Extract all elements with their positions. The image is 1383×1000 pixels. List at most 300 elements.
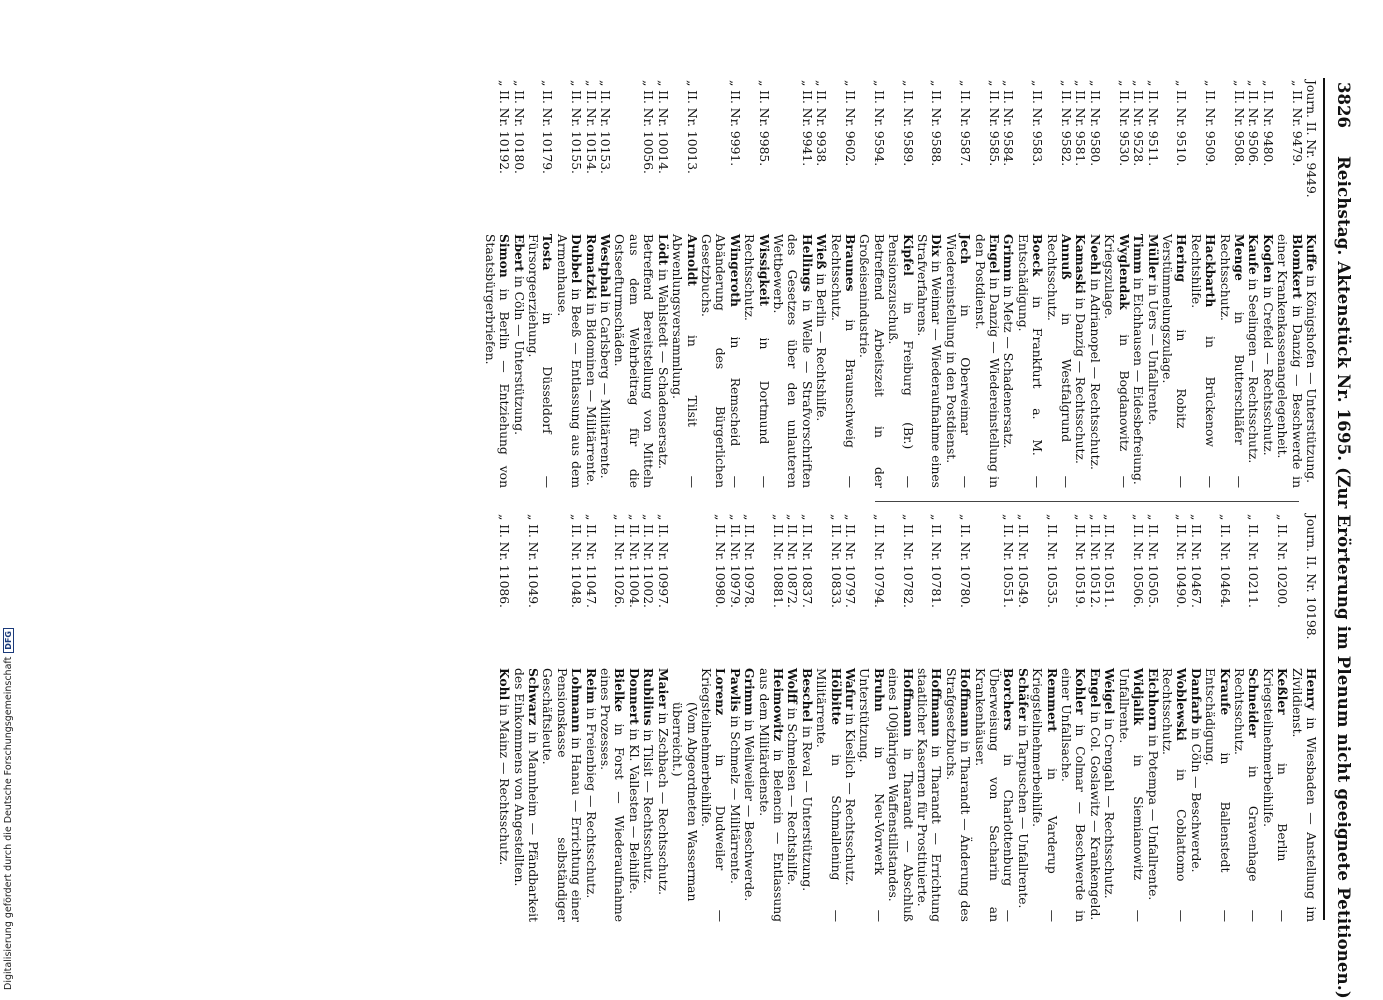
petition-entry xyxy=(886,80,915,488)
petition-description xyxy=(915,234,944,488)
petition-description xyxy=(814,668,843,922)
petitioner-name: Kamaski xyxy=(1073,234,1089,294)
journal-number: „ II. Nr. 9580. xyxy=(1087,80,1102,167)
journal-number: „ II. Nr. 9991. xyxy=(727,80,742,167)
petition-subject: in Tilsit — Abwenlungsversammlung. xyxy=(670,234,699,488)
petitioner-name: Annuß xyxy=(1059,234,1075,280)
petitioner-name: Simon xyxy=(497,234,513,278)
petition-entry xyxy=(828,80,857,488)
journal-number: „ II. Nr. 10464. xyxy=(1217,514,1232,608)
journal-number: „ II. Nr. 9511. xyxy=(1145,80,1160,167)
journal-number: „ II. Nr. 9480. xyxy=(1260,80,1275,167)
petition-entry xyxy=(857,514,886,922)
journal-number: „ II. Nr. 9581. xyxy=(1073,80,1088,167)
petition-subject: in Bidominen — Militärrente. xyxy=(583,299,598,486)
petition-subject: in Potempa — Unfallrente. xyxy=(1145,731,1160,901)
petition-entry xyxy=(655,80,669,488)
journal-number: „ II. Nr. 9589. xyxy=(900,80,915,167)
petition-description xyxy=(1145,234,1159,488)
petition-description xyxy=(1260,234,1274,488)
petition-entry xyxy=(1160,80,1189,488)
petition-subject: in Neu-Vorwerk — Unterstützung. xyxy=(857,668,886,922)
journal-number: „ II. Nr. 10180. xyxy=(511,80,526,174)
petitioner-name: Lödt xyxy=(655,234,671,266)
petition-subject: in Danzig — Wiedereinstellung in den Postdienst. xyxy=(972,234,1002,488)
journal-number: „ II. Nr. 10978. xyxy=(742,514,757,608)
petition-description xyxy=(641,668,655,922)
petition-entry xyxy=(1001,80,1015,488)
petition-subject: in Berlin — Entziehung von Staatsbürgerbriefen. xyxy=(482,234,512,488)
petition-description xyxy=(627,668,641,922)
petition-entry xyxy=(1289,514,1318,922)
petitioner-name: Timm xyxy=(1131,234,1147,274)
petition-entry xyxy=(699,514,728,922)
petition-description xyxy=(598,234,612,488)
journal-number: „ II. Nr. 9585. xyxy=(987,80,1002,167)
petition-subject: in Frankfurt a. M. — Entschädigung. xyxy=(1015,234,1045,488)
petitioner-name: Menge xyxy=(1231,234,1247,281)
petition-entry xyxy=(1160,514,1189,922)
petitioner-name: Grimm xyxy=(1001,234,1017,282)
petition-subject: in Charlottenburg — Überweisung von Sacharin an Krankenhäuser. xyxy=(972,668,1016,922)
petition-entry xyxy=(641,514,655,922)
petitioner-name: Lorenz xyxy=(713,668,729,716)
petition-description xyxy=(1015,668,1029,922)
petition-subject: in Mainz — Rechtsschutz. xyxy=(497,700,512,866)
journal-number: „ II. Nr. 10512. xyxy=(1087,514,1102,608)
petitioner-name: Engel xyxy=(1087,668,1103,708)
petition-entry xyxy=(814,514,843,922)
journal-number: „ II. Nr. 10505. xyxy=(1145,514,1160,608)
petition-description xyxy=(1044,234,1073,488)
petition-subject: in Coblattomo — Rechtsschutz. xyxy=(1159,668,1189,922)
journal-number: „ II. Nr. 10467. xyxy=(1188,514,1203,608)
journal-number: „ II. Nr. 9941. xyxy=(799,80,814,167)
petition-description xyxy=(1102,668,1116,922)
petition-subject: in Butterschläfer — Rechtsschutz. xyxy=(1217,234,1246,488)
journal-number: „ II. Nr. 9528. xyxy=(1131,80,1146,167)
petition-subject: in Metz — Schadenersatz. xyxy=(1001,281,1016,449)
petition-description xyxy=(670,234,699,488)
petitioner-name: Blomkert xyxy=(1289,234,1305,299)
journal-number: „ II. Nr. 10154. xyxy=(583,80,598,174)
petitioner-name: Bruhn xyxy=(871,668,887,712)
petition-entry xyxy=(1203,514,1232,922)
petition-description xyxy=(886,668,915,922)
petition-entry xyxy=(972,80,1001,488)
journal-number: „ II. Nr. 10511. xyxy=(1102,514,1117,608)
petition-entry xyxy=(1246,80,1260,488)
petition-entry xyxy=(972,514,1015,922)
petition-description xyxy=(1030,668,1059,922)
petition-subject: in Schmelsen — Rechtshilfe. xyxy=(785,703,800,886)
petition-entry xyxy=(1145,80,1159,488)
petition-subject: in Danzig — Rechtsschutz. xyxy=(1073,293,1088,464)
petition-subject: in Schmelz — Militärrente. xyxy=(727,711,742,884)
petition-subject: in Wiesbaden — Anstellung im Zivildienst. xyxy=(1289,668,1318,922)
petitioner-name: Romatzki xyxy=(583,234,599,300)
petition-entry xyxy=(1260,514,1289,922)
journal-number: „ II. Nr. 9508. xyxy=(1231,80,1246,167)
petition-entry xyxy=(670,514,699,922)
credit-text: Digitalisierung gefördert durch die Deutsche Forschungsgemeinschaft xyxy=(3,656,14,990)
journal-number: „ II. Nr. 9594. xyxy=(871,80,886,167)
petition-description xyxy=(727,668,741,922)
journal-number: „ II. Nr. 10211. xyxy=(1246,514,1261,608)
petition-subject: in Weimar — Wiederaufnahme eines Strafverfahrens. xyxy=(915,234,944,488)
petitioner-name: Noehl xyxy=(1087,234,1103,275)
petitioner-name: Lohmann xyxy=(569,668,585,733)
journal-number: „ II. Nr. 10535. xyxy=(1044,514,1059,608)
journal-number: „ II. Nr. 9584. xyxy=(1001,80,1016,167)
petition-entry xyxy=(1304,80,1318,488)
journal-number: „ II. Nr. 10833. xyxy=(828,514,843,608)
petition-description xyxy=(828,234,857,488)
journal-number: „ II. Nr. 10881. xyxy=(770,514,785,608)
petition-subject: in Welle — Strafvorschriften des Gesetzes über den unlauteren Wettbewerb. xyxy=(770,234,814,488)
petition-subject: in Varderup — Kriegsteilnehmerbeihilfe. xyxy=(1030,668,1059,922)
petition-description xyxy=(540,668,583,922)
petitioner-name: Weigel xyxy=(1102,668,1118,715)
petition-description xyxy=(1203,668,1232,922)
journal-number: „ II. Nr. 10519. xyxy=(1073,514,1088,608)
journal-number: „ II. Nr. 11026. xyxy=(612,514,627,608)
petitioner-name: Pawlis xyxy=(727,668,743,712)
petitioner-name: Hoffmann xyxy=(900,668,916,737)
petition-entry xyxy=(1015,514,1029,922)
petition-subject: in Düsseldorf — Fürsorgeerziehung. xyxy=(526,234,555,488)
journal-number: „ II. Nr. 9938. xyxy=(814,80,829,167)
petition-entry xyxy=(583,514,597,922)
petition-subject: in Bogdanowitz — Kriegszulage. xyxy=(1102,234,1131,488)
journal-number: „ II. Nr. 10797. xyxy=(843,514,857,608)
petition-entry xyxy=(554,80,583,488)
petition-subject: in Eichhausen — Eidesbefreiung. xyxy=(1131,273,1146,485)
petition-entry xyxy=(886,514,915,922)
petition-description xyxy=(972,668,1015,922)
petitioner-name: Koglen xyxy=(1260,234,1276,283)
journal-number: „ II. Nr. 11048. xyxy=(569,514,584,608)
header-rule xyxy=(1323,78,1325,920)
petitioner-name: Beschel xyxy=(799,668,815,723)
petition-entry xyxy=(1275,80,1304,488)
petitioner-name: Rubilius xyxy=(641,668,657,726)
petition-subject: in Crengahl — Rechtsschutz. xyxy=(1102,714,1117,899)
petition-description xyxy=(1160,234,1189,488)
petitioner-name: Jech xyxy=(958,234,974,265)
petition-subject: Betreffend Bereitstellung von Mitteln aus dem Wehrbeitrag für die Ostseefturmschäden. xyxy=(612,234,656,488)
petition-description xyxy=(943,668,972,922)
petition-description xyxy=(1116,668,1145,922)
journal-number: Journ. II. Nr. 9449. xyxy=(1304,80,1318,198)
petitioner-name: Müller xyxy=(1145,234,1161,281)
petitioner-name: Danfarb xyxy=(1188,668,1204,724)
petition-description xyxy=(785,668,799,922)
petition-description xyxy=(1131,234,1145,488)
entry-note: (Vom Abgeordneten Wasserman überreicht.) xyxy=(670,702,699,902)
petitioner-name: Wafur xyxy=(843,668,858,710)
journal-number: „ II. Nr. 9985. xyxy=(756,80,771,167)
petitioner-name: Wingeroth xyxy=(727,234,743,307)
petitioner-name: Hering xyxy=(1174,234,1190,283)
petition-subject: in Danzig — Beschwerde in einer Krankenkassenangelegenheit. xyxy=(1275,234,1304,488)
journal-number: „ II. Nr. 10837. xyxy=(799,514,814,608)
petition-entry xyxy=(1116,514,1145,922)
petition-entry xyxy=(1188,514,1202,922)
petition-entry xyxy=(1030,514,1059,922)
journal-number: „ II. Nr. 9588. xyxy=(929,80,944,167)
petition-entry xyxy=(756,514,785,922)
petition-subject: in Cöln — Beschwerde. xyxy=(1188,723,1203,873)
petition-entry xyxy=(482,80,511,488)
petition-subject: in Reval — Unterstützung. xyxy=(799,722,814,892)
petition-description xyxy=(1015,234,1044,488)
petition-description xyxy=(1001,234,1015,488)
petition-subject: in Carlsberg — Militärrente. xyxy=(598,297,613,479)
petition-description xyxy=(1160,668,1189,922)
petition-subject: in Hanau — Errichtung einer Pensionskasse selbständiger Geschäftsleute. xyxy=(540,668,584,922)
petition-subject: in Berlin — Kriegsteilnehmerbeihilfe. xyxy=(1260,668,1290,922)
petition-subject: in Mannheim — Pfändbarkeit des Einkommens von Angestellten. xyxy=(511,668,541,922)
petition-subject: in Forst — Wiederaufnahme eines Prozesses. xyxy=(598,668,627,922)
journal-number: „ II. Nr. 10780. xyxy=(958,514,973,608)
petitioner-name: Ebert xyxy=(511,234,527,272)
journal-number: „ II. Nr. 11086. xyxy=(497,514,512,608)
page-number: 3826 xyxy=(1334,82,1353,128)
petitioner-name: Kohl xyxy=(497,668,513,701)
petition-entry xyxy=(1059,514,1088,922)
petition-description xyxy=(699,234,742,488)
journal-number: „ II. Nr. 10013. xyxy=(684,80,699,174)
petitioner-name: Engel xyxy=(987,234,1003,274)
petition-entry xyxy=(742,514,756,922)
petitioner-name: Kohler xyxy=(1073,668,1089,715)
petition-description xyxy=(943,234,972,488)
journal-number: „ II. Nr. 10014. xyxy=(655,80,670,174)
petitioner-name: Braunes xyxy=(843,234,858,292)
journal-number: „ II. Nr. 10551. xyxy=(1001,514,1016,608)
petition-subject: in Beeß — Entlassung aus dem Armenhause. xyxy=(554,234,584,488)
petition-subject: in Dortmund — Rechtsschutz. xyxy=(742,234,771,488)
petitioner-name: Henry xyxy=(1304,668,1319,711)
journal-number: „ II. Nr. 11004. xyxy=(626,514,641,608)
journal-number: „ II. Nr. 11047. xyxy=(583,514,598,608)
petition-description xyxy=(1188,234,1217,488)
petition-subject: in Braunschweig — Rechtsschutz. xyxy=(828,234,857,488)
petition-entry xyxy=(943,514,972,922)
petitioner-name: Tosta xyxy=(540,234,556,271)
petition-subject: in Remscheid — Abänderung des Bürgerlichen Gesetzbuchs. xyxy=(698,234,742,488)
petition-description xyxy=(771,234,814,488)
petition-subject: in Tharandt — Änderung des Strafgesetzbuchs. xyxy=(943,668,973,922)
petitioner-name: Heimowitz xyxy=(770,668,786,742)
petition-description xyxy=(511,668,540,922)
petition-entry xyxy=(799,514,813,922)
petition-entry xyxy=(540,514,583,922)
petition-description xyxy=(598,668,627,922)
petition-entry xyxy=(1088,80,1102,488)
petitioner-name: Woblewski xyxy=(1174,668,1190,741)
petition-entry xyxy=(1073,80,1087,488)
petitioner-name: Bielke xyxy=(612,668,628,712)
petition-entry xyxy=(1232,514,1261,922)
petitioner-name: Boeck xyxy=(1030,234,1046,277)
petitioner-name: Hölbitte xyxy=(828,668,844,725)
journal-number: „ II. Nr. 10794. xyxy=(871,514,886,608)
right-column xyxy=(497,514,1318,922)
petition-subject: in Ballenstedt — Entschädigung. xyxy=(1203,668,1232,922)
journal-number: „ II. Nr. 11049. xyxy=(526,514,541,608)
petition-description xyxy=(482,234,511,488)
petitioner-name: Donnert xyxy=(626,668,642,725)
petition-entry xyxy=(1188,80,1217,488)
petition-description xyxy=(554,234,583,488)
petition-subject: in Freienbieg — Rechtsschutz. xyxy=(583,703,598,899)
journal-number: „ II. Nr. 10781. xyxy=(929,514,944,608)
journal-number: „ II. Nr. 10155. xyxy=(569,80,584,174)
petition-subject: in Weilweiler — Beschwerde. xyxy=(742,715,757,902)
petition-subject: in Dudweiler — Kriegsteilnehmerbeihilfe. xyxy=(698,668,728,922)
journal-number: „ II. Nr. 10782. xyxy=(900,514,915,608)
petitioner-name: Hoffmann xyxy=(929,668,945,737)
petitioner-name: Westphal xyxy=(598,234,614,298)
petition-subject: in Gravenhage — Rechtsschutz. xyxy=(1231,668,1261,922)
petition-entry xyxy=(727,514,741,922)
petition-entry xyxy=(943,80,972,488)
petition-subject: in Tarpuschen — Unfallrente. xyxy=(1015,720,1030,909)
petition-description xyxy=(742,668,756,922)
left-column xyxy=(482,80,1318,488)
petition-entry xyxy=(843,514,857,922)
petition-description xyxy=(497,668,511,922)
petition-subject: in Brückenow — Rechtshilfe. xyxy=(1188,234,1218,488)
journal-number: „ II. Nr. 10179. xyxy=(540,80,555,174)
petition-subject: in Wahlstedt — Schadensersatz. xyxy=(655,265,670,470)
petition-description xyxy=(1260,668,1289,922)
petition-subject: in Zschbach — Rechtsschutz. xyxy=(655,708,670,895)
petition-subject: in Westfalgrund — Rechtsschutz. xyxy=(1044,234,1074,488)
petition-subject: in Tilsit — Rechtsschutz. xyxy=(641,725,656,884)
petition-subject: in Freiburg (Br.) — Pensionszuschuß. xyxy=(886,234,915,488)
petition-subject: in Robitz — Verstümmelungszulage. xyxy=(1159,234,1189,488)
petition-subject: in Col. Goslawitz — Krankengeld. xyxy=(1087,707,1102,921)
petition-subject: in Königshofen — Unterstützung. xyxy=(1304,271,1318,484)
petition-description xyxy=(799,668,813,922)
petition-subject: in Adrianopel — Rechtsschutz. xyxy=(1087,274,1102,470)
page-header xyxy=(1325,82,1361,999)
petition-entry xyxy=(1088,514,1102,922)
petitioner-name: Kaufe xyxy=(1246,234,1262,275)
petition-description xyxy=(1102,234,1131,488)
petition-subject: in Cöln — Unterstützung. xyxy=(511,271,526,436)
petitioner-name: Schwarz xyxy=(526,668,542,726)
petition-entry xyxy=(1102,514,1116,922)
petition-subject: in Kieslich — Rechtsschutz. xyxy=(843,709,857,886)
petitioner-name: Reim xyxy=(583,668,599,704)
petition-entry xyxy=(655,514,669,922)
journal-number: „ II. Nr. 10200. xyxy=(1275,514,1290,608)
petition-description xyxy=(511,234,525,488)
petitioner-name: Keßler xyxy=(1275,668,1291,715)
journal-number: „ II. Nr. 10490. xyxy=(1174,514,1189,608)
petition-description xyxy=(1145,668,1159,922)
petition-description xyxy=(1217,234,1246,488)
petitioner-name: Wieß xyxy=(814,234,830,270)
petition-entry xyxy=(1044,80,1073,488)
petition-description xyxy=(1073,234,1087,488)
petition-entry xyxy=(771,80,814,488)
petition-description xyxy=(1088,668,1102,922)
petition-entry xyxy=(1260,80,1274,488)
journal-number: „ II. Nr. 10056. xyxy=(641,80,656,174)
petition-subject: in Tharandt — Abschluß eines 100jährigen Waffenstillstandes. xyxy=(886,668,915,922)
journal-number: „ II. Nr. 9602. xyxy=(843,80,857,167)
journal-number: „ II. Nr. 10506. xyxy=(1131,514,1146,608)
petition-subject: in Kl. Vallesten — Beihilfe. xyxy=(626,724,641,894)
petition-description xyxy=(583,234,597,488)
petition-entry xyxy=(1102,80,1131,488)
journal-number: „ II. Nr. 11002. xyxy=(641,514,656,608)
journal-number: „ II. Nr. 10549. xyxy=(1015,514,1030,608)
petition-description xyxy=(857,668,886,922)
petition-description xyxy=(1275,234,1304,488)
journal-number: „ II. Nr. 10153. xyxy=(598,80,613,174)
petition-entry xyxy=(511,80,525,488)
petitioner-name: Dubbel xyxy=(569,234,585,284)
petition-subject: Betreffend Arbeitszeit in der Großeisenindustrie. xyxy=(857,234,886,488)
dfg-logo-icon: DFG xyxy=(3,628,14,653)
petition-entry xyxy=(511,514,540,922)
petitioner-name: Kraufe xyxy=(1217,668,1233,716)
petition-subject: in Tharandt — Errichtung staatlicher Kasernen für Prostituierte. xyxy=(915,668,944,922)
petitioner-name: Kuffe xyxy=(1304,234,1319,272)
petition-description xyxy=(814,234,828,488)
petitioner-name: Dix xyxy=(929,234,945,257)
petition-description xyxy=(1289,668,1318,922)
petition-description xyxy=(1246,234,1260,488)
journal-number: „ II. Nr. 9506. xyxy=(1246,80,1261,167)
journal-number: Journ. II. Nr. 10198. xyxy=(1304,514,1318,640)
petition-description xyxy=(1088,234,1102,488)
petition-description xyxy=(699,668,728,922)
column-divider xyxy=(875,501,1299,502)
petitioner-name: Grimm xyxy=(742,668,758,716)
petition-entry xyxy=(612,80,655,488)
petition-description xyxy=(742,234,771,488)
journal-number: „ II. Nr. 10997. xyxy=(655,514,670,608)
petition-entry xyxy=(497,514,511,922)
petition-entry xyxy=(1015,80,1044,488)
petitioner-name: Eichhorn xyxy=(1145,668,1161,732)
petition-description xyxy=(843,668,857,922)
petition-description xyxy=(1304,234,1318,488)
petition-subject: in Belencin — Entlassung aus dem Militärdienste. xyxy=(756,668,785,922)
petitioner-name: Schäfer xyxy=(1015,668,1031,721)
petition-description xyxy=(655,234,669,488)
petition-entry xyxy=(598,514,627,922)
journal-number: „ II. Nr. 10979. xyxy=(727,514,742,608)
petitioner-name: Remmert xyxy=(1044,668,1060,733)
petitioner-name: Arnoldt xyxy=(684,234,700,287)
petitioner-name: Schneider xyxy=(1246,668,1262,738)
petition-entry xyxy=(1217,80,1246,488)
journal-number: „ II. Nr. 9509. xyxy=(1203,80,1218,167)
journal-number: „ II. Nr. 10980. xyxy=(713,514,728,608)
petition-description xyxy=(972,234,1001,488)
petitioner-name: Hellings xyxy=(799,234,815,292)
petitioner-name: Widjalik xyxy=(1131,668,1147,726)
petition-entry xyxy=(785,514,799,922)
